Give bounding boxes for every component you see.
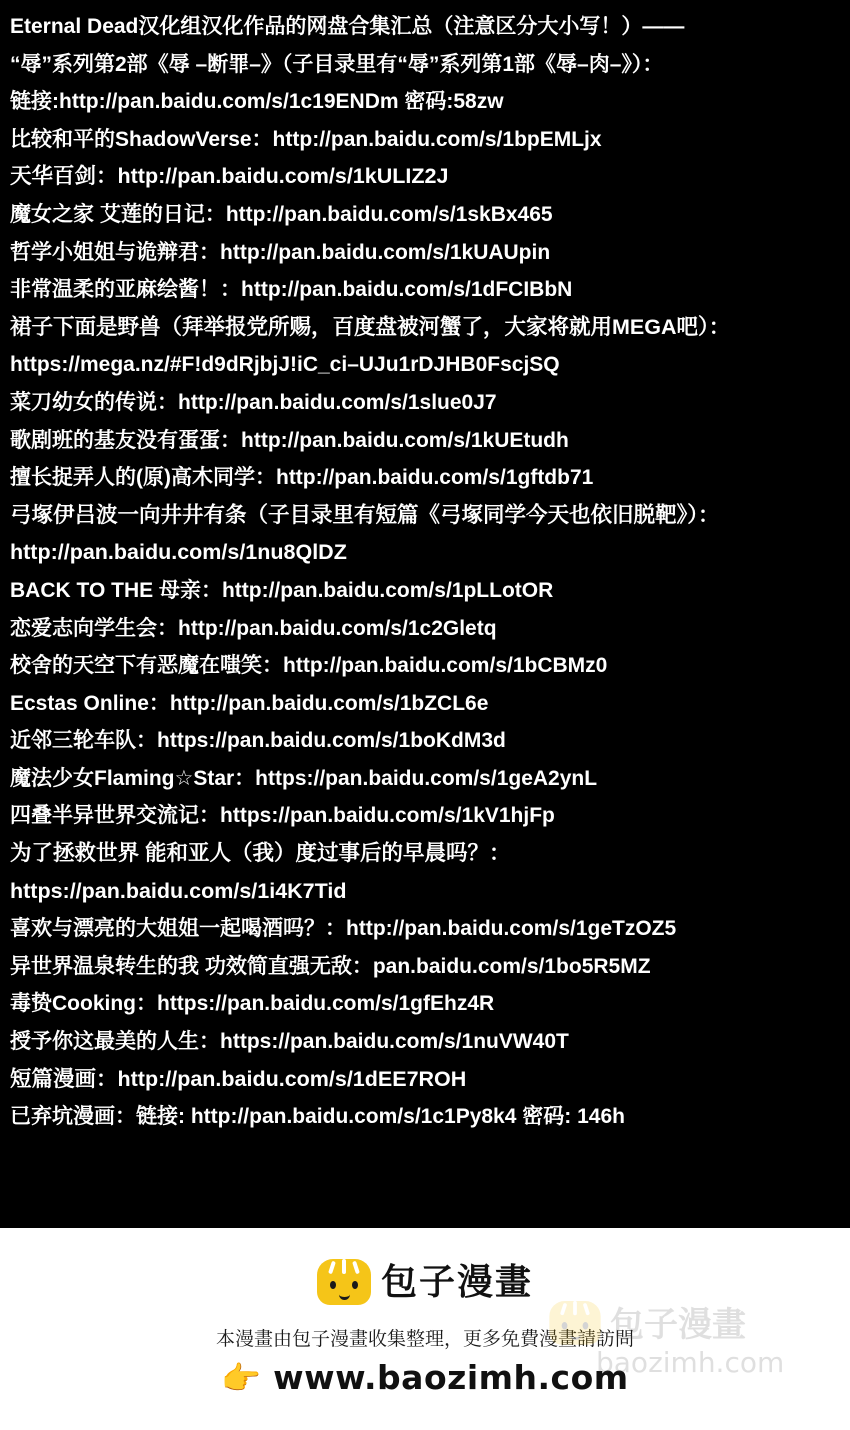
link-line: http://pan.baidu.com/s/1nu8QlDZ [10,540,347,565]
link-line: Ecstas Online：http://pan.baidu.com/s/1bZCL6e [10,691,489,715]
baozi-bun-logo-icon [317,1255,371,1305]
link-line: 菜刀幼女的传说：http://pan.baidu.com/s/1slue0J7 [10,390,497,414]
link-line: 已弃坑漫画：链接: http://pan.baidu.com/s/1c1Py8k4 密码: 146h [10,1105,625,1129]
link-line: 链接:http://pan.baidu.com/s/1c19ENDm 密码:58zw [10,90,504,114]
brand-row [0,1254,850,1305]
link-line: 哲学小姐姐与诡辩君：http://pan.baidu.com/s/1kUAUpin [10,240,551,264]
link-line: https://pan.baidu.com/s/1i4K7Tid [10,878,347,903]
link-line: Eternal Dead汉化组汉化作品的网盘合集汇总（注意区分大小写！）—— [10,15,685,38]
link-line: 校舍的天空下有恶魔在嗤笑：http://pan.baidu.com/s/1bCBMz0 [10,654,608,678]
footer-note: 本漫畫由包子漫畫收集整理，更多免費漫畫請訪問 [215,1329,634,1350]
link-line: 魔法少女Flaming☆Star：https://pan.baidu.com/s/1geA2ynL [10,766,598,790]
link-line: 短篇漫画：http://pan.baidu.com/s/1dEE7ROH [10,1066,467,1091]
watermark-url: baozimh.com [596,1346,785,1379]
link-line: 弓塚伊吕波一向井井有条（子目录里有短篇《弓塚同学今天也依旧脱靶》）： [10,502,720,527]
link-line: 魔女之家 艾莲的日记：http://pan.baidu.com/s/1skBx465 [10,202,553,226]
link-line: 比较和平的ShadowVerse：http://pan.baidu.com/s/1bpEMLjx [10,127,602,151]
link-line: 歌剧班的基友没有蛋蛋：http://pan.baidu.com/s/1kUEtudh [10,428,569,452]
link-line: 非常温柔的亚麻绘酱！：http://pan.baidu.com/s/1dFCIBbN [10,278,573,302]
footer-url-row[interactable] [0,1358,850,1397]
link-line: “辱”系列第2部《辱 –断罪–》（子目录里有“辱”系列第1部《辱–肉–》）： [10,52,664,76]
link-line: 擅长捉弄人的(原)高木同学：http://pan.baidu.com/s/1gftdb71 [10,466,594,490]
link-line: 异世界温泉转生的我 功效简直强无敌：pan.baidu.com/s/1bo5R5MZ [10,954,651,978]
link-line: https://mega.nz/#F!d9dRjbjJ!iC_ci–UJu1rDJHB0FscjSQ [10,353,560,377]
link-line: 喜欢与漂亮的大姐姐一起喝酒吗？：http://pan.baidu.com/s/1geTzOZ5 [10,917,677,941]
link-line: 为了拯救世界 能和亚人（我）度过事后的早晨吗？： [10,841,511,866]
footer-site-url[interactable]: www.baozimh.com [273,1358,629,1397]
watermark-text: 包子漫畫 [610,1304,746,1345]
link-line: 裙子下面是野兽（拜举报党所赐，百度盘被河蟹了，大家将就用MEGA吧）： [10,314,731,339]
pointing-hand-icon: 👉 [221,1359,262,1396]
link-line: 四叠半异世界交流记：https://pan.baidu.com/s/1kV1hjFp [10,804,555,828]
link-line: 天华百剑：http://pan.baidu.com/s/1kULIZ2J [10,164,449,189]
link-line: 授予你这最美的人生：https://pan.baidu.com/s/1nuVW40T [10,1030,569,1054]
brand-name: 包子漫畫 [380,1262,533,1303]
page-footer [0,1228,850,1430]
link-line: 近邻三轮车队：https://pan.baidu.com/s/1boKdM3d [10,729,506,753]
link-line: BACK TO THE 母亲：http://pan.baidu.com/s/1pLLotOR [10,578,554,602]
link-line: 恋爱志向学生会：http://pan.baidu.com/s/1c2Gletq [10,616,497,640]
link-line: 毒贽Cooking：https://pan.baidu.com/s/1gfEhz4R [10,992,495,1016]
